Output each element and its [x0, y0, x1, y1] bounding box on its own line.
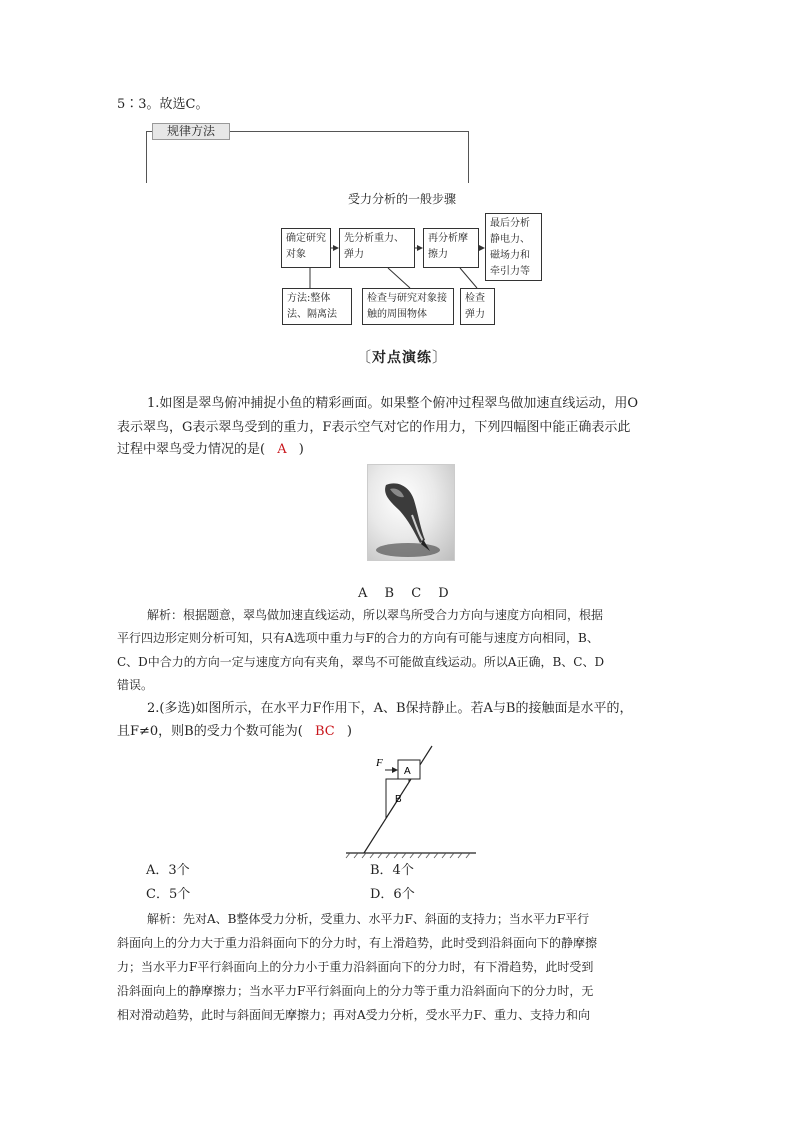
q1-analysis-line-3: C、D中合力的方向一定与速度方向有夹角，翠鸟不可能做直线运动。所以A正确，B、C、D — [117, 655, 605, 669]
previous-answer-line: 5∶3。故选C。 — [117, 97, 209, 112]
section-title-text: 对点演练 — [372, 350, 433, 366]
q2-stem-text: 且F≠0，则B的受力个数可能为( — [117, 724, 303, 739]
ground-hatching — [346, 853, 470, 858]
flow-step-3: 再分析摩擦力 — [423, 228, 479, 268]
q1-stem-line-2: 表示翠鸟，G表示翠鸟受到的重力，F表示空气对它的作用力，下列四幅图中能正确表示此 — [117, 420, 631, 435]
label-b: B — [395, 794, 402, 805]
flow-step-2: 先分析重力、弹力 — [339, 228, 415, 268]
q2-stem-line-1: 2.(多选)如图所示，在水平力F作用下，A、B保持静止。若A与B的接触面是水平的， — [147, 701, 633, 716]
q1-close-paren: ) — [298, 442, 304, 457]
flow-note-3: 检查弹力 — [460, 288, 495, 325]
q1-stem-line-3 — [117, 438, 304, 462]
flow-step-1: 确定研究对象 — [281, 228, 331, 268]
q1-stem-text: 过程中翠鸟受力情况的是( — [117, 442, 266, 457]
kingfisher-illustration — [368, 465, 454, 560]
kingfisher-photo — [367, 464, 455, 561]
flow-note-1: 方法:整体法、隔离法 — [282, 288, 352, 325]
q2-analysis-line-3: 力；当水平力F平行斜面向上的分力小于重力沿斜面向下的分力时，有下滑趋势，此时受到 — [117, 960, 594, 974]
q1-choices-line: A B C D — [358, 586, 449, 601]
method-box-right-border — [468, 131, 469, 183]
q2-close-paren: ) — [346, 724, 352, 739]
method-tag: 规律方法 — [152, 123, 230, 140]
q2-option-c: C．5个 — [146, 887, 191, 902]
q1-analysis-line-1: 解析：根据题意，翠鸟做加速直线运动，所以翠鸟所受合力方向与速度方向相同，根据 — [147, 608, 604, 622]
method-box-left-border — [146, 131, 147, 183]
force-f-arrowhead — [392, 767, 398, 773]
flowchart-arrows — [270, 205, 560, 335]
q1-analysis-line-2: 平行四边形定则分析可知，只有A选项中重力与F的合力的方向有可能与速度方向相同，B、 — [117, 631, 599, 645]
flow-step-4: 最后分析静电力、磁场力和牵引力等 — [485, 213, 542, 281]
line-step3-note3 — [460, 268, 477, 288]
q2-stem-line-2 — [117, 720, 352, 744]
q2-option-d: D．6个 — [370, 887, 415, 902]
line-step2-note2 — [388, 268, 410, 288]
q2-analysis-line-5: 相对滑动趋势，此时与斜面间无摩擦力；再对A受力分析，受水平力F、重力、支持力和向 — [117, 1008, 590, 1022]
q1-analysis-line-4: 错误。 — [117, 678, 154, 692]
incline-figure — [340, 742, 480, 860]
q2-analysis-line-2: 斜面向上的分力大于重力沿斜面向下的分力时，有上滑趋势，此时受到沿斜面向下的静摩擦 — [117, 936, 598, 950]
q2-option-a: A．3个 — [146, 863, 190, 878]
q1-answer: A — [277, 442, 287, 457]
label-a: A — [404, 766, 411, 777]
q2-analysis-line-1: 解析：先对A、B整体受力分析，受重力、水平力F、斜面的支持力；当水平力F平行 — [147, 912, 590, 926]
q2-analysis-line-4: 沿斜面向上的静摩擦力；当水平力F平行斜面向上的分力等于重力沿斜面向下的分力时，无 — [117, 984, 594, 998]
q1-stem-line-1: 1.如图是翠鸟俯冲捕捉小鱼的精彩画面。如果整个俯冲过程翠鸟做加速直线运动，用O — [147, 396, 639, 411]
section-title: 〔对点演练〕 — [356, 348, 449, 366]
q2-option-b: B．4个 — [370, 863, 414, 878]
q2-answer: BC — [314, 724, 335, 739]
label-f: F — [376, 757, 383, 769]
flow-note-2: 检查与研究对象接触的周围物体 — [362, 288, 454, 325]
flowchart-title: 受力分析的一般步骤 — [348, 192, 457, 206]
